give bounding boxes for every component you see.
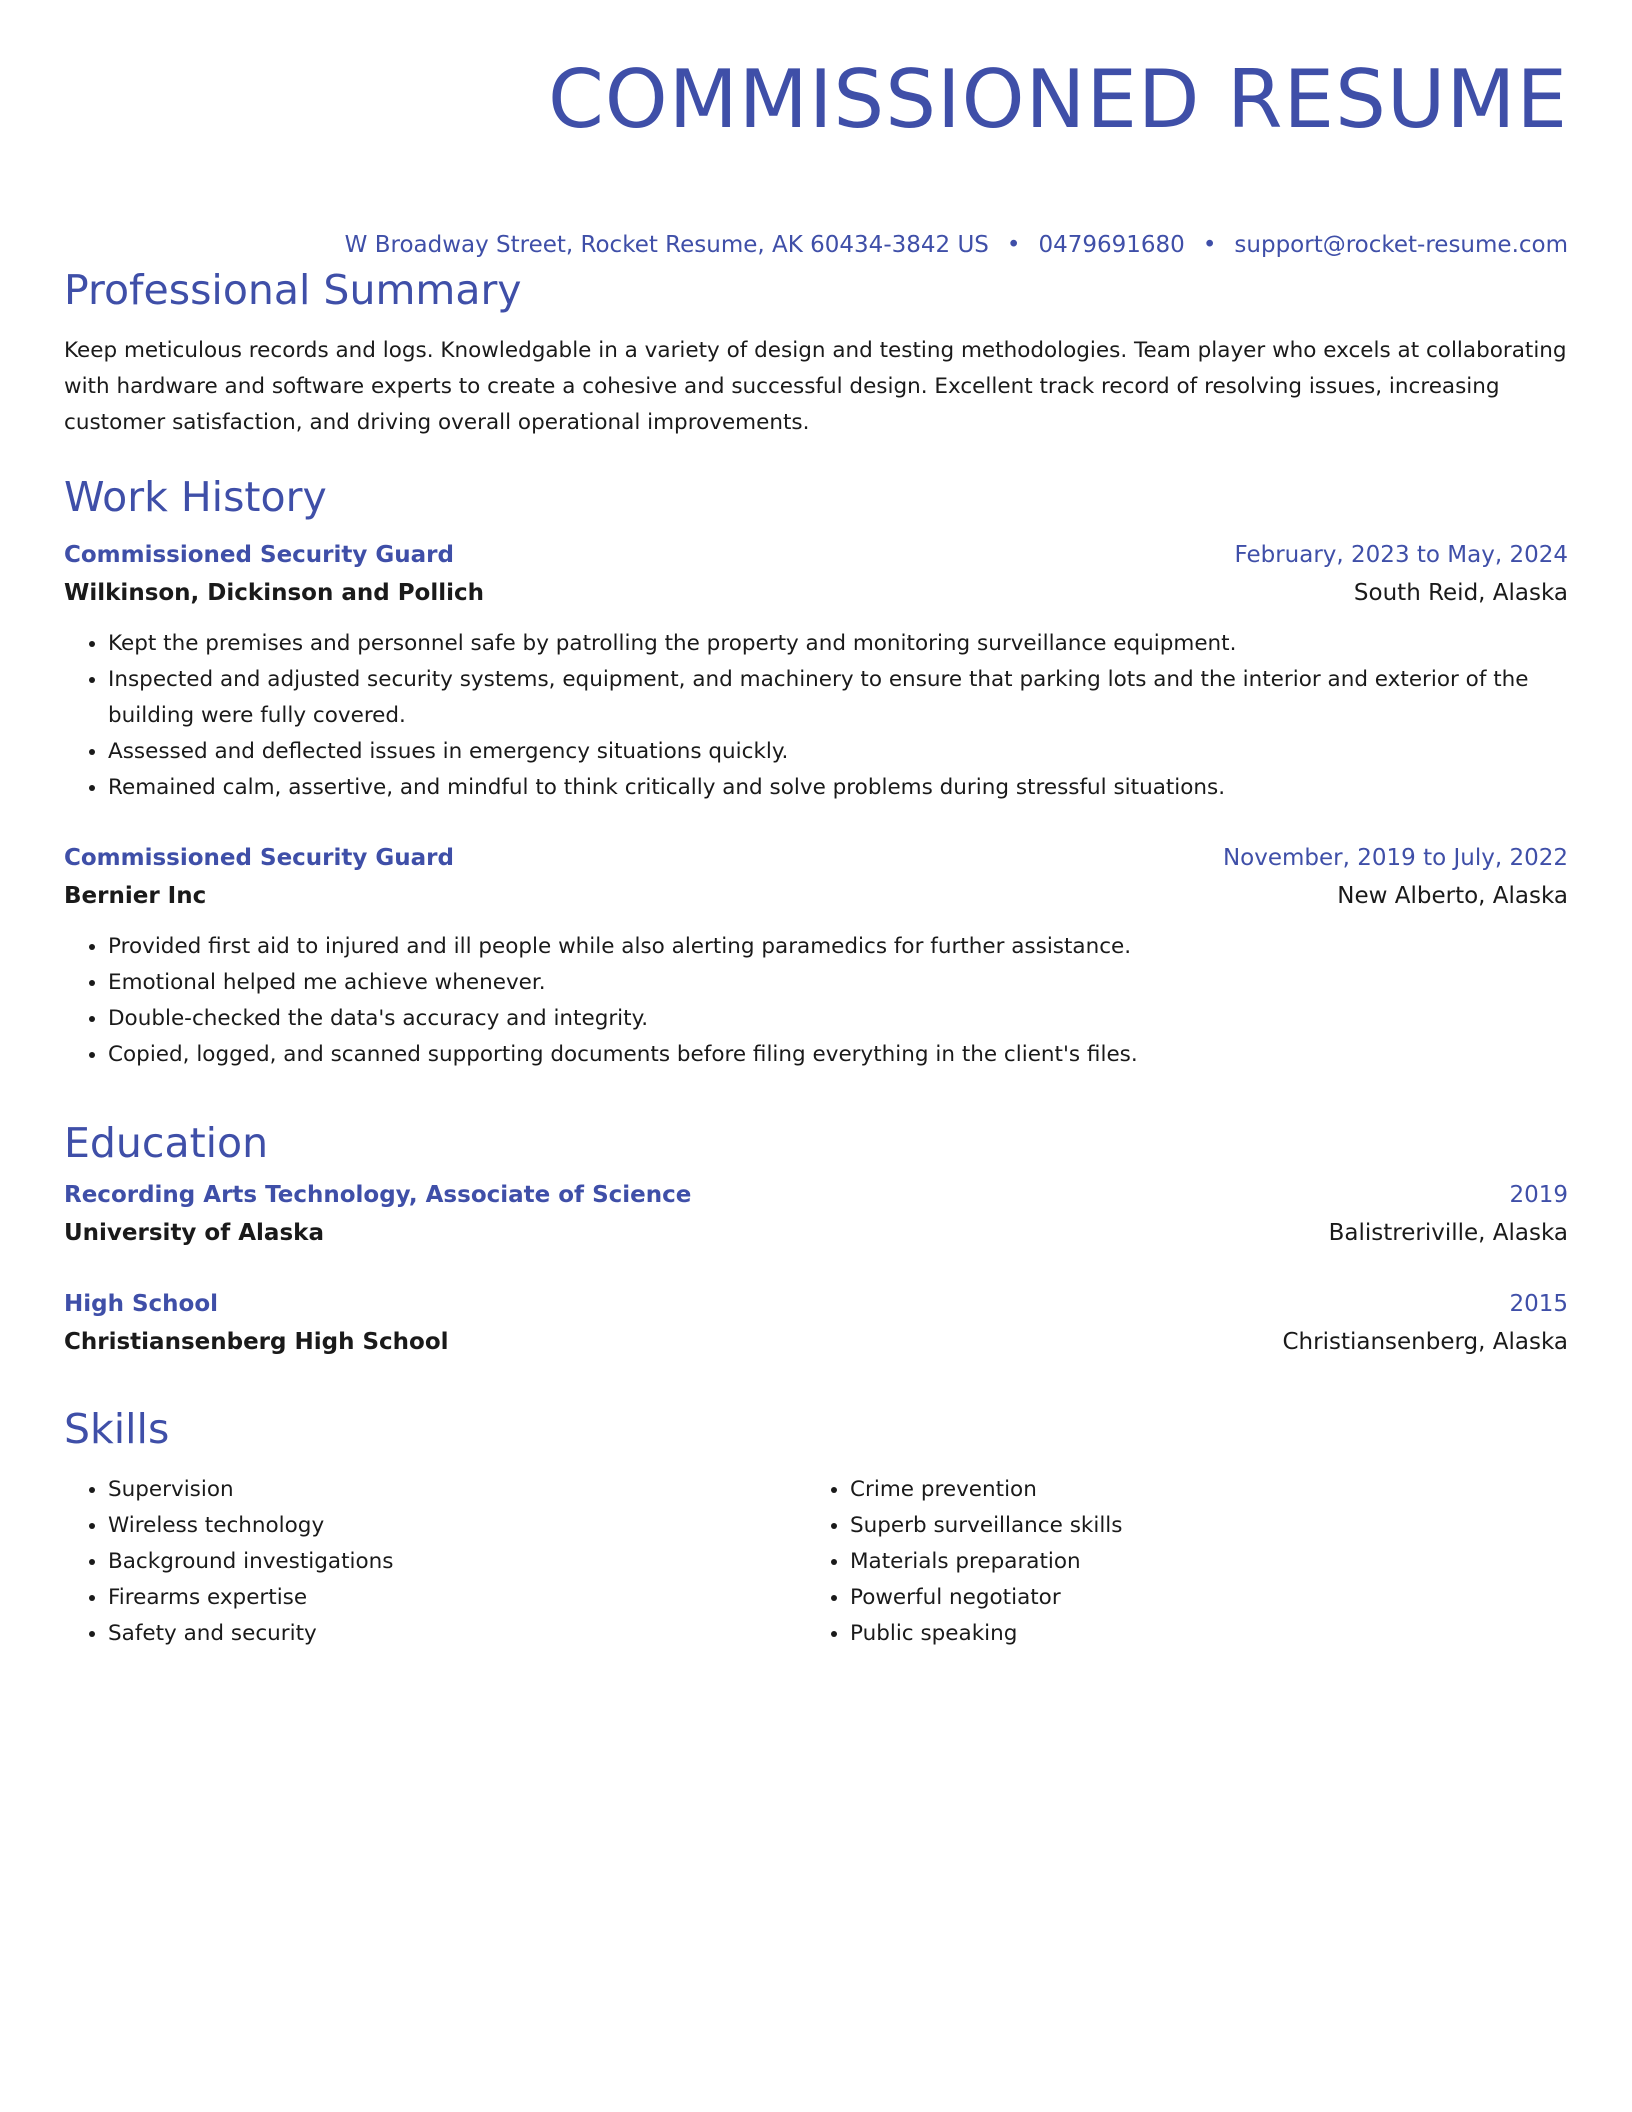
separator-dot: • — [1202, 232, 1217, 258]
skill-item: • Crime prevention — [850, 1472, 1548, 1508]
education-location: Christiansenberg, Alaska — [1282, 1329, 1568, 1355]
skill-item: • Public speaking — [850, 1616, 1548, 1652]
job-bullet: • Remained calm, assertive, and mindful to think critically and solve problems during stressful situations. — [108, 770, 1568, 806]
education-school: University of Alaska — [64, 1220, 324, 1246]
section-title-summary: Professional Summary — [64, 266, 522, 314]
education-entry — [64, 1176, 1568, 1252]
education-year: 2019 — [1509, 1182, 1568, 1208]
education-year: 2015 — [1509, 1291, 1568, 1317]
separator-dot: • — [1006, 232, 1021, 258]
skill-item: • Powerful negotiator — [850, 1580, 1548, 1616]
job-dates: February, 2023 to May, 2024 — [1234, 542, 1568, 568]
skill-item: • Supervision — [108, 1472, 806, 1508]
job-dates: November, 2019 to July, 2022 — [1222, 845, 1568, 871]
skill-item: • Materials preparation — [850, 1544, 1548, 1580]
skills-columns — [64, 1472, 1568, 1652]
job-bullet: • Kept the premises and personnel safe by patrolling the property and monitoring surveillance equipment. — [108, 626, 1568, 662]
contact-phone: 0479691680 — [1038, 232, 1185, 258]
education-degree: Recording Arts Technology, Associate of Science — [64, 1182, 692, 1208]
job-entry — [64, 536, 1568, 806]
job-company: Bernier Inc — [64, 883, 207, 909]
education-degree: High School — [64, 1291, 219, 1317]
section-title-skills: Skills — [64, 1405, 170, 1453]
section-title-education: Education — [64, 1119, 269, 1167]
job-entry — [64, 839, 1568, 1073]
skill-item: • Superb surveillance skills — [850, 1508, 1548, 1544]
job-location: New Alberto, Alaska — [1337, 883, 1568, 909]
contact-address: W Broadway Street, Rocket Resume, AK 60434-3842 US — [344, 232, 989, 258]
contact-line — [64, 228, 1568, 262]
job-location: South Reid, Alaska — [1353, 580, 1568, 606]
education-entry — [64, 1285, 1568, 1361]
skill-item: • Wireless technology — [108, 1508, 806, 1544]
job-title: Commissioned Security Guard — [64, 845, 454, 871]
education-location: Balistreriville, Alaska — [1328, 1220, 1568, 1246]
section-title-work-history: Work History — [64, 473, 327, 521]
skill-item: • Firearms expertise — [108, 1580, 806, 1616]
job-bullet: • Double-checked the data's accuracy and integrity. — [108, 1001, 1568, 1037]
skills-list-right — [806, 1472, 1548, 1652]
job-bullets — [64, 929, 1568, 1073]
job-bullet: • Inspected and adjusted security systems, equipment, and machinery to ensure that parking lots and the interior and exterior of the building were fully covered. — [108, 662, 1568, 734]
job-bullet: • Provided first aid to injured and ill people while also alerting paramedics for further assistance. — [108, 929, 1568, 965]
job-title: Commissioned Security Guard — [64, 542, 454, 568]
summary-text: Keep meticulous records and logs. Knowledgable in a variety of design and testing methodologies. Team player who excels at collaborating with hardware and software experts to create a cohesive and successful design. Excellent track record of resolving issues, increasing customer satisfaction, and driving overall operational improvements. — [64, 338, 1567, 435]
skills-list-left — [64, 1472, 806, 1652]
skill-item: • Safety and security — [108, 1616, 806, 1652]
education-school: Christiansenberg High School — [64, 1329, 449, 1355]
skill-item: • Background investigations — [108, 1544, 806, 1580]
job-bullets — [64, 626, 1568, 806]
contact-email: support@rocket-resume.com — [1234, 232, 1568, 258]
job-bullet: • Assessed and deflected issues in emergency situations quickly. — [108, 734, 1568, 770]
job-bullet: • Emotional helped me achieve whenever. — [108, 965, 1568, 1001]
resume-name: COMMISSIONED RESUME — [547, 53, 1568, 146]
job-bullet: • Copied, logged, and scanned supporting documents before filing everything in the client's files. — [108, 1037, 1568, 1073]
job-company: Wilkinson, Dickinson and Pollich — [64, 580, 485, 606]
